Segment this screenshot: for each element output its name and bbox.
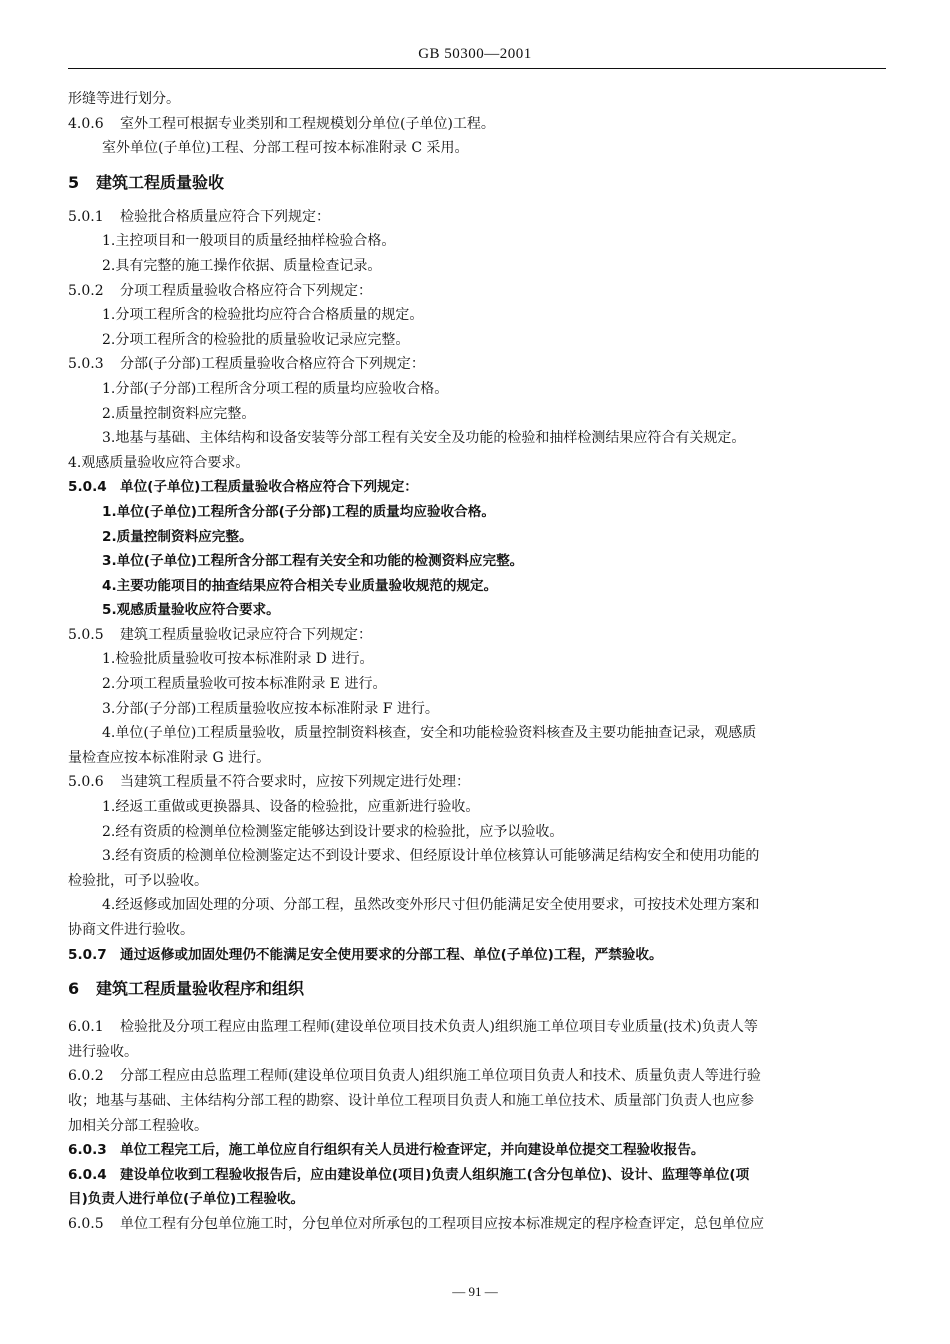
clause-text: 检验批及分项工程应由监理工程师(建设单位项目技术负责人)组织施工单位项目专业质量(技术)负责人等: [120, 1019, 758, 1036]
list-item: 4.单位(子单位)工程质量验收，质量控制资料核查，安全和功能检验资料核查及主要功能抽查记录，观感质: [102, 725, 757, 742]
list-item-continuation: 检验批，可予以验收。: [68, 872, 208, 889]
clause-continuation: 加相关分部工程验收。: [68, 1117, 208, 1134]
clause-text: 室外工程可根据专业类别和工程规模划分单位(子单位)工程。: [120, 115, 495, 132]
chapter-title: 建筑工程质量验收程序和组织: [96, 979, 305, 999]
list-item: 5.观感质量验收应符合要求。: [102, 602, 280, 619]
chapter-number: 6: [68, 979, 80, 999]
list-item-continuation: 量检查应按本标准附录 G 进行。: [68, 749, 271, 766]
clause-6-0-4: [68, 1163, 886, 1188]
chapter-title: 建筑工程质量验收: [96, 172, 225, 192]
list-item: 1.单位(子单位)工程所含分部(子分部)工程的质量均应验收合格。: [102, 503, 495, 520]
chapter-number: 5: [68, 172, 80, 192]
chapter-5-heading: [68, 161, 886, 201]
clause-text: 分项工程质量验收合格应符合下列规定：: [120, 282, 372, 299]
list-item: 1.分部(子分部)工程所含分项工程的质量均应验收合格。: [102, 380, 449, 397]
clause-text: 建设单位收到工程验收报告后，应由建设单位(项目)负责人组织施工(含分包单位)、设计、监理等单位(项: [120, 1166, 750, 1183]
clause-number: 5.0.3: [68, 356, 104, 373]
page-number: — 91 —: [452, 1284, 498, 1299]
list-item: 3.经有资质的检测单位检测鉴定达不到设计要求、但经原设计单位核算认可能够满足结构安全和使用功能的: [102, 848, 760, 865]
clause-number: 5.0.2: [68, 282, 104, 299]
chapter-6-heading: [68, 969, 886, 1009]
clause-6-0-5: [68, 1212, 886, 1237]
clause-5-0-5: [68, 623, 886, 648]
clause-text: 单位(子单位)工程质量验收合格应符合下列规定：: [120, 479, 418, 496]
list-item: 3.分部(子分部)工程质量验收应按本标准附录 F 进行。: [102, 700, 439, 717]
clause-6-0-1: [68, 1015, 886, 1040]
clause-number: 6.0.2: [68, 1068, 104, 1085]
clause-5-0-7: [68, 943, 886, 968]
clause-5-0-1: [68, 205, 886, 230]
clause-number: 5.0.1: [68, 208, 104, 225]
clause-5-0-6: [68, 770, 886, 795]
clause-text: 单位工程完工后，施工单位应自行组织有关人员进行检查评定，并向建设单位提交工程验收报告。: [120, 1142, 705, 1159]
clause-number: 5.0.7: [68, 946, 107, 963]
clause-text: 分部(子分部)工程质量验收合格应符合下列规定：: [120, 356, 425, 373]
header-rule: [68, 68, 886, 69]
clause-number: 5.0.5: [68, 626, 104, 643]
clause-text: 分部工程应由总监理工程师(建设单位项目负责人)组织施工单位项目负责人和技术、质量负责人等进行验: [120, 1068, 761, 1085]
clause-number: 6.0.5: [68, 1215, 104, 1232]
list-item: 2.质量控制资料应完整。: [102, 528, 253, 545]
clause-number: 5.0.6: [68, 774, 104, 791]
clause-6-0-2: [68, 1064, 886, 1089]
list-item: 2.经有资质的检测单位检测鉴定能够达到设计要求的检验批，应予以验收。: [102, 823, 564, 840]
list-item: 3.单位(子单位)工程所含分部工程有关安全和功能的检测资料应完整。: [102, 553, 524, 570]
document-body: [68, 87, 886, 1237]
list-item: 2.分项工程所含的检验批的质量验收记录应完整。: [102, 331, 410, 348]
clause-number: 6.0.3: [68, 1142, 107, 1159]
list-item: 1.分项工程所含的检验批均应符合合格质量的规定。: [102, 307, 424, 324]
list-item: 2.分项工程质量验收可按本标准附录 E 进行。: [102, 676, 387, 693]
clause-4-0-6-sub: 室外单位(子单位)工程、分部工程可按本标准附录 C 采用。: [102, 140, 469, 157]
clause-4-0-6: [68, 112, 886, 137]
list-item: 4.观感质量验收应符合要求。: [68, 454, 250, 471]
list-item: 1.检验批质量验收可按本标准附录 D 进行。: [102, 651, 374, 668]
clause-5-0-4: [68, 475, 886, 500]
list-item: 4.主要功能项目的抽查结果应符合相关专业质量验收规范的规定。: [102, 577, 498, 594]
list-item: 4.经返修或加固处理的分项、分部工程，虽然改变外形尺寸但仍能满足安全使用要求，可按技术处理方案和: [102, 897, 760, 914]
clause-text: 检验批合格质量应符合下列规定：: [120, 208, 330, 225]
list-item: 1.经返工重做或更换器具、设备的检验批，应重新进行验收。: [102, 799, 480, 816]
clause-text: 单位工程有分包单位施工时，分包单位对所承包的工程项目应按本标准规定的程序检查评定，总包单位应: [120, 1215, 764, 1232]
clause-number: 5.0.4: [68, 479, 107, 496]
list-item-continuation: 协商文件进行验收。: [68, 922, 194, 938]
clause-continuation: 目)负责人进行单位(子单位)工程验收。: [68, 1191, 305, 1208]
clause-5-0-3: [68, 352, 886, 377]
list-item: 1.主控项目和一般项目的质量经抽样检验合格。: [102, 233, 396, 250]
clause-text: 建筑工程质量验收记录应符合下列规定：: [120, 626, 372, 643]
list-item: 3.地基与基础、主体结构和设备安装等分部工程有关安全及功能的检验和抽样检测结果应符合有关规定。: [102, 430, 746, 447]
clause-number: 6.0.4: [68, 1166, 107, 1183]
list-item: 2.具有完整的施工操作依据、质量检查记录。: [102, 257, 382, 274]
list-item: 2.质量控制资料应完整。: [102, 405, 256, 422]
clause-number: 6.0.1: [68, 1019, 104, 1036]
clause-continuation: 进行验收。: [68, 1043, 138, 1060]
clause-continuation: 收；地基与基础、主体结构分部工程的勘察、设计单位工程项目负责人和施工单位技术、质量部门负责人也应参: [68, 1092, 754, 1109]
clause-number: 4.0.6: [68, 115, 104, 132]
clause-text: 当建筑工程质量不符合要求时，应按下列规定进行处理：: [120, 774, 470, 791]
clause-5-0-2: [68, 279, 886, 304]
clause-6-0-3: [68, 1138, 886, 1163]
paragraph: 形缝等进行划分。: [68, 91, 180, 107]
clause-text: 通过返修或加固处理仍不能满足安全使用要求的分部工程、单位(子单位)工程，严禁验收。: [120, 946, 663, 963]
page-header: GB 50300—2001: [418, 46, 532, 62]
